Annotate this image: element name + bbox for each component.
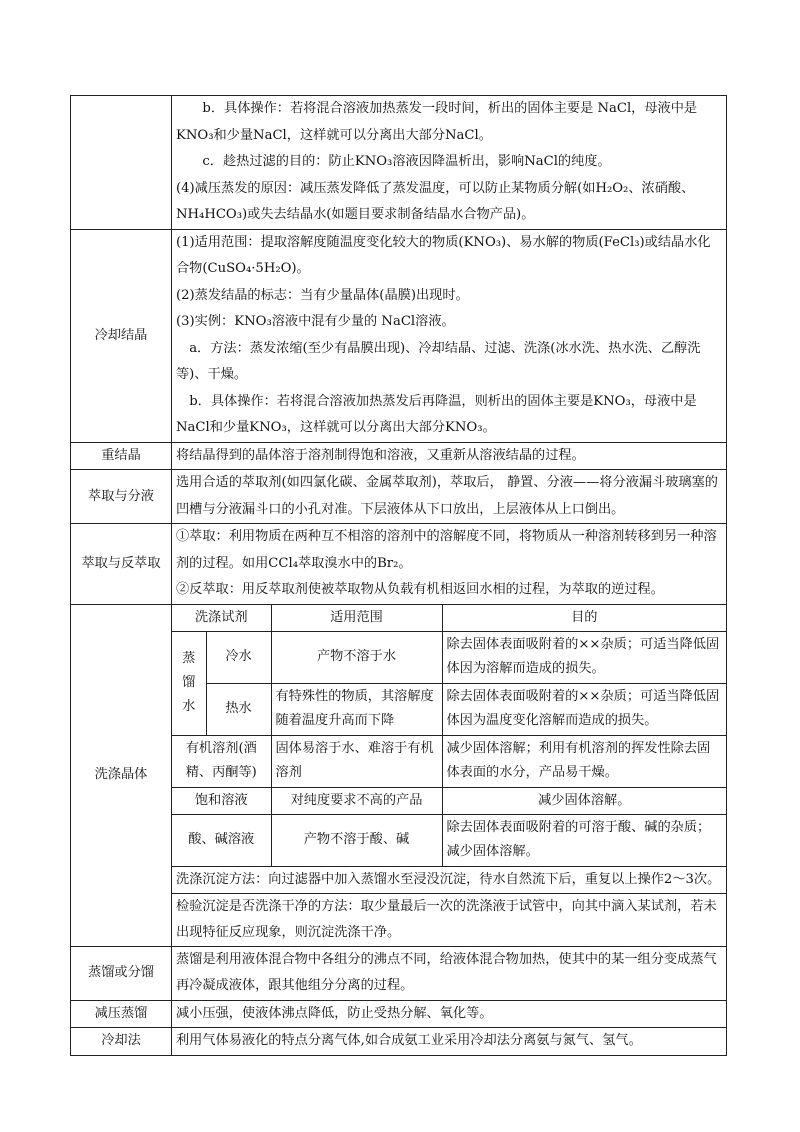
table-cell: 除去固体表面吸附着的××杂质；可适当降低固体因为温度变化溶解而造成的损失。 bbox=[442, 683, 726, 735]
table-row bbox=[172, 735, 726, 787]
table-row bbox=[172, 814, 726, 866]
text-line: (1)适用范围：提取溶解度随温度变化较大的物质(KNO₃)、易水解的物质(FeCl₃)或结晶水化合物(CuSO₄·5H₂O)。 bbox=[176, 234, 711, 276]
row-label: 冷却法 bbox=[71, 1028, 172, 1056]
row-label: 萃取与反萃取 bbox=[71, 524, 172, 605]
table-cell: 饱和溶液 bbox=[172, 787, 271, 814]
text-line: ②反萃取：用反萃取剂使被萃取物从负载有机相返回水相的过程，为萃取的逆过程。 bbox=[176, 582, 664, 597]
table-cell: 除去固体表面吸附着的××杂质；可适当降低固体因为溶解而造成的损失。 bbox=[442, 631, 726, 683]
row-content bbox=[172, 96, 727, 230]
table-row bbox=[172, 631, 726, 683]
separation-methods-table bbox=[70, 95, 727, 1056]
row-content bbox=[172, 524, 727, 605]
table-cell: 减少固体溶解；利用有机溶剂的挥发性除去固体表面的水分，产品易干燥。 bbox=[442, 735, 726, 787]
table-cell: 蒸馏水 bbox=[172, 631, 206, 735]
table-cell: 有机溶剂(酒精、丙酮等) bbox=[172, 735, 271, 787]
column-header: 适用范围 bbox=[271, 605, 442, 632]
table-cell: 冷水 bbox=[206, 631, 271, 683]
text-line: b．具体操作：若将混合溶液加热蒸发一段时间，析出的固体主要是 NaCl，母液中是KNO₃和少量NaCl，这样就可以分离出大部分NaCl。 bbox=[176, 101, 698, 143]
table-row bbox=[71, 470, 727, 524]
table-row bbox=[71, 96, 727, 230]
washing-reagents-table bbox=[172, 605, 726, 867]
text-line: (2)蒸发结晶的标志：当有少量晶体(晶膜)出现时。 bbox=[176, 287, 469, 303]
table-row bbox=[172, 683, 726, 735]
table-header-row bbox=[172, 605, 726, 632]
row-label: 萃取与分液 bbox=[71, 470, 172, 524]
table-cell: 固体易溶于水、难溶于有机溶剂 bbox=[271, 735, 442, 787]
table-row bbox=[71, 442, 727, 470]
row-label: 蒸馏或分馏 bbox=[71, 946, 172, 1000]
table-cell: 产物不溶于酸、碱 bbox=[271, 814, 442, 866]
table-row bbox=[71, 1028, 727, 1056]
wash-method-text: 洗涤沉淀方法：向过滤器中加入蒸馏水至浸没沉淀，待水自然流下后，重复以上操作2～3次。 bbox=[172, 867, 726, 894]
text-line: ①萃取：利用物质在两种互不相溶的溶剂中的溶解度不同，将物质从一种溶剂转移到另一种溶剂的过程。如用CCl₄萃取溴水中的Br₂。 bbox=[176, 529, 717, 571]
row-label: 洗涤晶体 bbox=[71, 604, 172, 946]
row-label: 重结晶 bbox=[71, 442, 172, 470]
table-row bbox=[172, 787, 726, 814]
row-label: 减压蒸馏 bbox=[71, 1000, 172, 1028]
wash-check-text: 检验沉淀是否洗涤干净的方法：取少量最后一次的洗涤液于试管中，向其中滴入某试剂，若未出现特征反应现象，则沉淀洗涤干净。 bbox=[176, 898, 717, 940]
table-cell: 减少固体溶解。 bbox=[442, 787, 726, 814]
table-row bbox=[71, 524, 727, 605]
row-label: 冷却结晶 bbox=[71, 229, 172, 442]
table-row bbox=[71, 229, 727, 442]
table-cell: 有特殊性的物质，其溶解度随着温度升高而下降 bbox=[271, 683, 442, 735]
table-cell: 除去固体表面吸附着的可溶于酸、碱的杂质；减少固体溶解。 bbox=[442, 814, 726, 866]
table-cell: 酸、碱溶液 bbox=[172, 814, 271, 866]
table-row bbox=[71, 1000, 727, 1028]
row-content: 蒸馏是利用液体混合物中各组分的沸点不同，给液体混合物加热，使其中的某一组分变成蒸气再冷凝成液体，跟其他组分分离的过程。 bbox=[172, 946, 727, 1000]
column-header: 洗涤试剂 bbox=[172, 605, 271, 632]
text-line: b．具体操作：若将混合溶液加热蒸发后再降温，则析出的固体主要是KNO₃，母液中是NaCl和少量KNO₃，这样就可以分离出大部分KNO₃。 bbox=[176, 393, 697, 435]
table-cell: 对纯度要求不高的产品 bbox=[271, 787, 442, 814]
column-header: 目的 bbox=[442, 605, 726, 632]
text-line: a．方法：蒸发浓缩(至少有晶膜出现)、冷却结晶、过滤、洗涤(冰水洗、热水洗、乙醇洗等)、干燥。 bbox=[176, 340, 701, 382]
row-content bbox=[172, 604, 727, 946]
row-content: 利用气体易液化的特点分离气体,如合成氨工业采用冷却法分离氨与氮气、氢气。 bbox=[172, 1028, 727, 1056]
text-line: (4)减压蒸发的原因：减压蒸发降低了蒸发温度，可以防止某物质分解(如H₂O₂、浓硝酸、NH₄HCO₃)或失去结晶水(如题目要求制备结晶水合物产品)。 bbox=[176, 180, 695, 222]
table-cell: 热水 bbox=[206, 683, 271, 735]
row-content: 减小压强，使液体沸点降低，防止受热分解、氧化等。 bbox=[172, 1000, 727, 1028]
table-cell: 产物不溶于水 bbox=[271, 631, 442, 683]
text-line: (3)实例：KNO₃溶液中混有少量的 NaCl溶液。 bbox=[176, 314, 455, 329]
text-line: c．趁热过滤的目的：防止KNO₃溶液因降温析出，影响NaCl的纯度。 bbox=[202, 154, 611, 169]
row-content bbox=[172, 229, 727, 442]
table-row bbox=[71, 604, 727, 946]
row-label-empty bbox=[71, 96, 172, 230]
row-content: 将结晶得到的晶体溶于溶剂制得饱和溶液，又重新从溶液结晶的过程。 bbox=[172, 442, 727, 470]
document-page bbox=[70, 95, 726, 1056]
table-row bbox=[71, 946, 727, 1000]
row-content: 选用合适的萃取剂(如四氯化碳、金属萃取剂)，萃取后， 静置、分液——将分液漏斗玻璃塞的凹槽与分液漏斗口的小孔对准。下层液体从下口放出，上层液体从上口倒出。 bbox=[172, 470, 727, 524]
